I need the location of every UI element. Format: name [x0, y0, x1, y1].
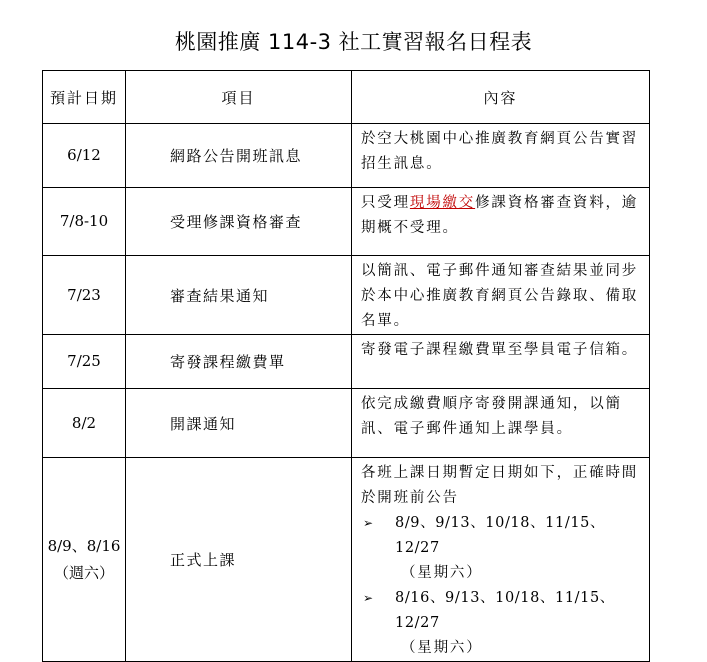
arrow-bullet-icon: ➢ — [363, 516, 374, 530]
schedule-bullet — [361, 586, 643, 636]
table-row — [43, 389, 650, 458]
row-content: 於空大桃園中心推廣教育網頁公告實習招生訊息。 — [352, 124, 650, 188]
header-content: 內容 — [352, 71, 650, 124]
bullet-weekday: （星期六） — [401, 640, 483, 656]
row-content: 寄發電子課程繳費單至學員電子信箱。 — [352, 335, 650, 389]
date-range: 8/9、8/16 — [47, 536, 121, 555]
content-intro: 各班上課日期暫定日期如下，正確時間於開班前公告 — [361, 465, 639, 506]
row-date: 6/12 — [43, 124, 126, 188]
date-weekday: （週六） — [53, 563, 114, 582]
row-date: 8/2 — [43, 389, 126, 458]
row-date — [43, 458, 126, 662]
page-title: 桃園推廣 114-3 社工實習報名日程表 — [174, 30, 533, 54]
row-date: 7/23 — [43, 256, 126, 335]
schedule-table — [42, 70, 650, 662]
table-row — [43, 188, 650, 256]
highlight-text: 現場繳交 — [409, 195, 476, 211]
row-content: 依完成繳費順序寄發開課通知，以簡訊、電子郵件通知上課學員。 — [352, 389, 650, 458]
content-text: 只受理 — [361, 195, 410, 211]
schedule-bullet — [361, 511, 643, 561]
header-date: 預計日期 — [43, 71, 126, 124]
row-item: 開課通知 — [126, 389, 352, 458]
row-date: 7/25 — [43, 335, 126, 389]
table-row — [43, 256, 650, 335]
bullet-dates: 8/9、9/13、10/18、11/15、 12/27 — [395, 515, 606, 556]
content-text: 修課資格審查資料，逾期概不受理。 — [361, 195, 639, 236]
row-item: 正式上課 — [126, 458, 352, 662]
header-item: 項目 — [126, 71, 352, 124]
row-item: 寄發課程繳費單 — [126, 335, 352, 389]
bullet-dates: 8/16、9/13、10/18、11/15、12/27 — [395, 590, 615, 631]
bullet-weekday: （星期六） — [401, 565, 483, 581]
row-date: 7/8-10 — [43, 188, 126, 256]
table-row — [43, 458, 650, 662]
row-item: 受理修課資格審查 — [126, 188, 352, 256]
table-header-row — [43, 71, 650, 124]
table-row — [43, 335, 650, 389]
row-item: 審查結果通知 — [126, 256, 352, 335]
row-content: 以簡訊、電子郵件通知審查結果並同步於本中心推廣教育網頁公告錄取、備取名單。 — [352, 256, 650, 335]
table-row — [43, 124, 650, 188]
row-item: 網路公告開班訊息 — [126, 124, 352, 188]
arrow-bullet-icon: ➢ — [363, 591, 374, 605]
row-content — [352, 188, 650, 256]
row-content — [352, 458, 650, 662]
